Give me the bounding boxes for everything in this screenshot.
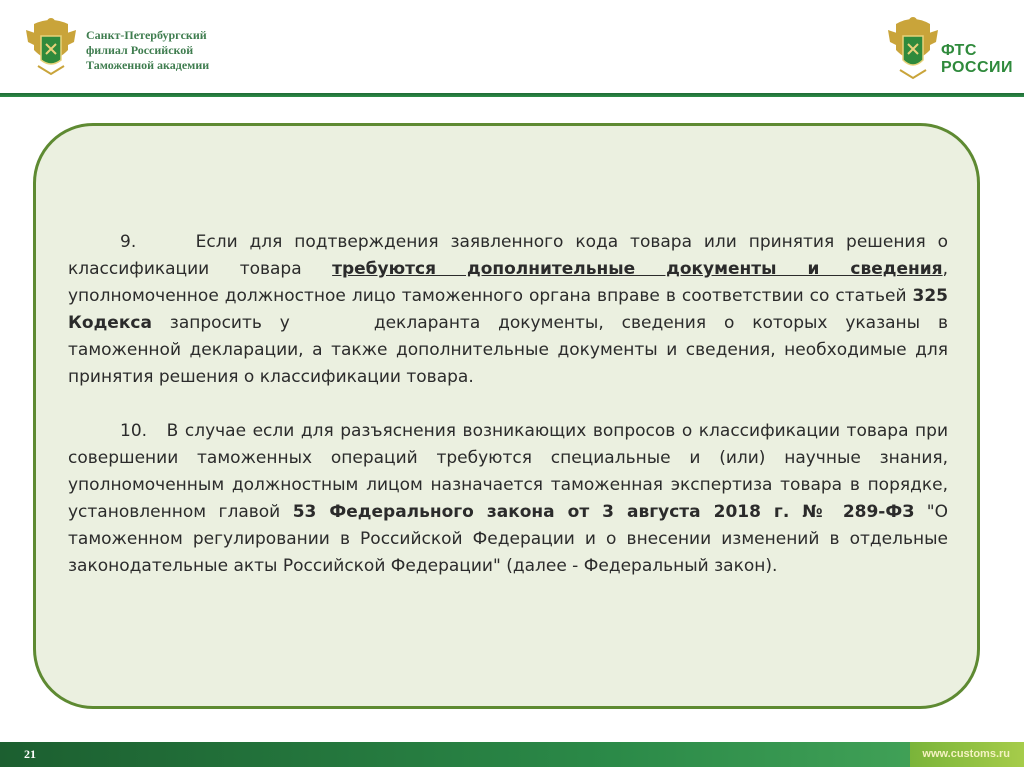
- emphasis-underlined: требуются дополнительные документы и сведения: [332, 259, 943, 279]
- page-number: 21: [24, 747, 36, 761]
- slide-footer: [0, 742, 1024, 767]
- emblem-icon: [24, 16, 78, 76]
- header-divider: [0, 93, 1024, 97]
- fts-emblem-icon: [888, 14, 938, 80]
- slide-text: [68, 229, 948, 580]
- fts-logo-text: ФТС РОССИИ: [941, 42, 1014, 76]
- law-reference: 53 Федерального закона от 3 августа 2018 г. № 289-ФЗ: [292, 502, 915, 522]
- paragraph-9: 9. Если для подтверждения заявленного кода товара или принятия решения о классификации товара требуются дополнительные документы и сведения, уполномоченное должностное лицо таможенного органа вправе в соответствии со статьей 325 Кодекса запросить у декларанта документы, сведения о которых указаны в таможенной декларации, а также дополнительные документы и сведения, необходимые для принятия решения о классификации товара.: [68, 232, 949, 387]
- paragraph-10: 10. В случае если для разъяснения возникающих вопросов о классификации товара при совершении таможенных операций требуются специальные и (или) научные знания, уполномоченным должностным лицом назначается таможенная экспертиза товара в порядке, установленном главой 53 Федерального закона от 3 августа 2018 г. № 289-ФЗ "О таможенном регулировании в Российской Федерации и о внесении изменений в отдельные законодательные акты Российской Федерации" (далее - Федеральный закон).: [68, 421, 948, 576]
- footer-site-band: [910, 742, 1024, 767]
- code-article-ref: 325 Кодекса: [68, 286, 948, 333]
- slide-header: [0, 0, 1024, 94]
- site-link[interactable]: www.customs.ru: [922, 748, 1010, 760]
- organization-name: Санкт-Петербургский филиал Российской Таможенной академии: [86, 28, 210, 72]
